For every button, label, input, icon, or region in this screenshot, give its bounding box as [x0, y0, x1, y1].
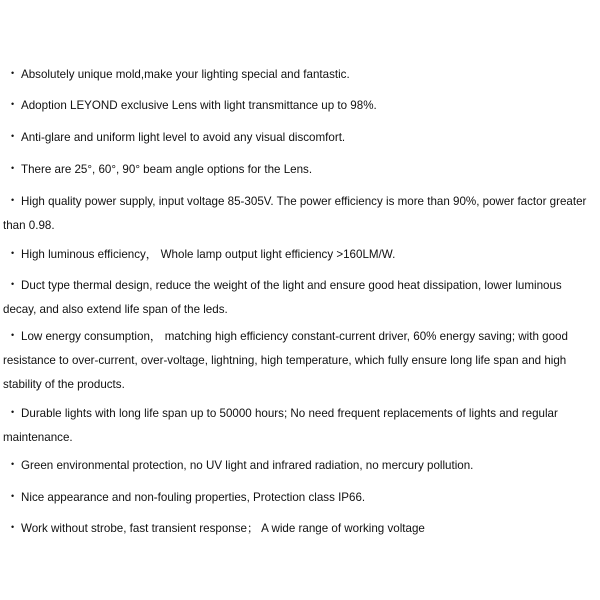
- feature-item: [3, 484, 596, 510]
- feature-text: Anti-glare and uniform light level to avoid any visual discomfort.: [21, 131, 346, 144]
- feature-text: High quality power supply, input voltage 85-305V. The power efficiency is more than 90%, power factor greater than 0.98.: [3, 195, 587, 232]
- feature-text: There are 25°, 60°, 90° beam angle options for the Lens.: [21, 163, 313, 176]
- feature-item: [3, 61, 596, 87]
- feature-text: Absolutely unique mold,make your lighting special and fantastic.: [21, 68, 350, 81]
- feature-item: [3, 400, 596, 450]
- bullet-icon: •: [11, 163, 15, 173]
- bullet-icon: •: [11, 131, 15, 141]
- bullet-icon: •: [11, 68, 15, 78]
- feature-text: Green environmental protection, no UV light and infrared radiation, no mercury pollution.: [21, 459, 474, 472]
- feature-item: [3, 156, 596, 182]
- feature-item: [3, 323, 596, 397]
- feature-item: [3, 272, 596, 322]
- bullet-icon: •: [11, 491, 15, 501]
- bullet-icon: •: [11, 459, 15, 469]
- bullet-icon: •: [11, 195, 15, 205]
- feature-text: High luminous efficiency， Whole lamp output light efficiency >160LM/W.: [21, 248, 396, 261]
- feature-item: [3, 452, 596, 478]
- bullet-icon: •: [11, 330, 15, 340]
- feature-item: [3, 241, 596, 267]
- feature-text: Adoption LEYOND exclusive Lens with light transmittance up to 98%.: [21, 99, 377, 112]
- bullet-icon: •: [11, 407, 15, 417]
- bullet-icon: •: [11, 279, 15, 289]
- feature-item: [3, 188, 596, 238]
- feature-text: Nice appearance and non-fouling properties, Protection class IP66.: [21, 491, 366, 504]
- feature-item: [3, 515, 596, 541]
- bullet-icon: •: [11, 248, 15, 258]
- feature-text: Work without strobe, fast transient response； A wide range of working voltage: [21, 522, 425, 535]
- feature-text: Low energy consumption， matching high efficiency constant-current driver, 60% energy saving; with good resistance to over-current, over-voltage, lightning, high temperature, which fully ensure long life span and high stability of the products.: [3, 330, 568, 391]
- bullet-icon: •: [11, 522, 15, 532]
- feature-text: Durable lights with long life span up to 50000 hours; No need frequent replacements of lights and regular maintenance.: [3, 407, 558, 444]
- feature-item: [3, 124, 596, 150]
- feature-item: [3, 92, 596, 118]
- feature-text: Duct type thermal design, reduce the weight of the light and ensure good heat dissipation, lower luminous decay, and also extend life span of the leds.: [3, 279, 562, 316]
- bullet-icon: •: [11, 99, 15, 109]
